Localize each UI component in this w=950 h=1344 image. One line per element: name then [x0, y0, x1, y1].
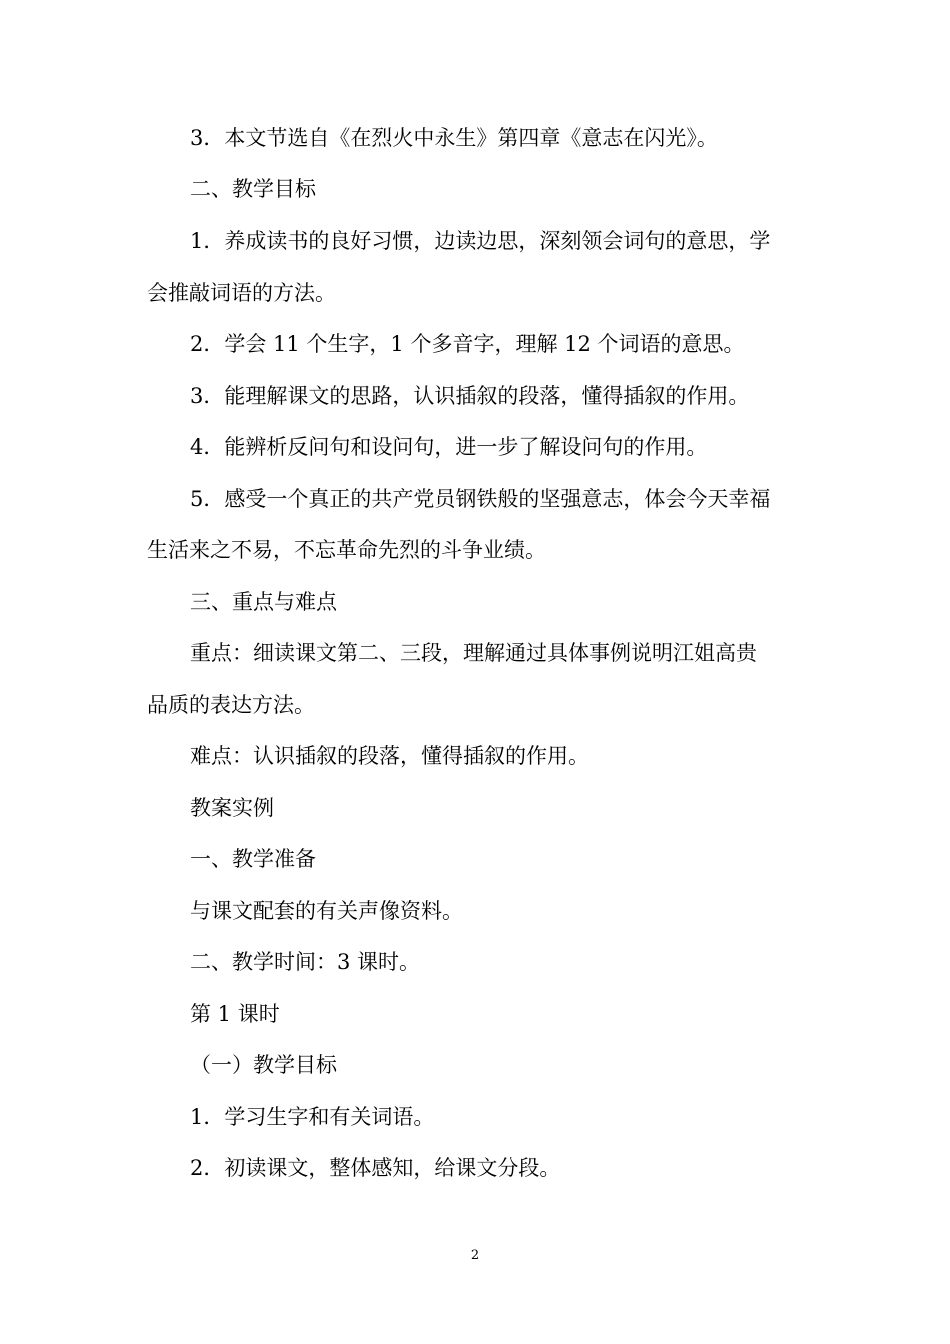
- text-line: 2．学会 11 个生字，1 个多音字，理解 12 个词语的意思。: [190, 332, 745, 356]
- text-line: 难点：认识插叙的段落，懂得插叙的作用。: [190, 744, 589, 768]
- text-line: 2．初读课文，整体感知，给课文分段。: [190, 1156, 561, 1180]
- text-line: 生活来之不易，不忘革命先烈的斗争业绩。: [147, 538, 546, 562]
- text-line: 3．本文节选自《在烈火中永生》第四章《意志在闪光》。: [190, 126, 718, 150]
- section-heading: 二、教学目标: [190, 177, 316, 201]
- text-line: 与课文配套的有关声像资料。: [190, 899, 463, 923]
- text-line: 5．感受一个真正的共产党员钢铁般的坚强意志，体会今天幸福: [190, 487, 771, 511]
- section-heading: 二、教学时间：3 课时。: [190, 950, 421, 974]
- text-line: 1．学习生字和有关词语。: [190, 1105, 435, 1129]
- text-line: 4．能辨析反问句和设问句，进一步了解设问句的作用。: [190, 435, 708, 459]
- section-heading: （一）教学目标: [190, 1053, 337, 1077]
- section-heading: 一、教学准备: [190, 847, 316, 871]
- text-line: 1．养成读书的良好习惯，边读边思，深刻领会词句的意思，学: [190, 229, 771, 253]
- page-number: 2: [470, 1248, 480, 1263]
- text-line: 会推敲词语的方法。: [147, 281, 336, 305]
- text-line: 3．能理解课文的思路，认识插叙的段落，懂得插叙的作用。: [190, 384, 750, 408]
- section-heading: 教案实例: [190, 796, 274, 820]
- section-heading: 三、重点与难点: [190, 590, 337, 614]
- text-line: 品质的表达方法。: [147, 693, 315, 717]
- text-line: 重点：细读课文第二、三段，理解通过具体事例说明江姐高贵: [190, 641, 757, 665]
- section-heading: 第 1 课时: [190, 1002, 280, 1026]
